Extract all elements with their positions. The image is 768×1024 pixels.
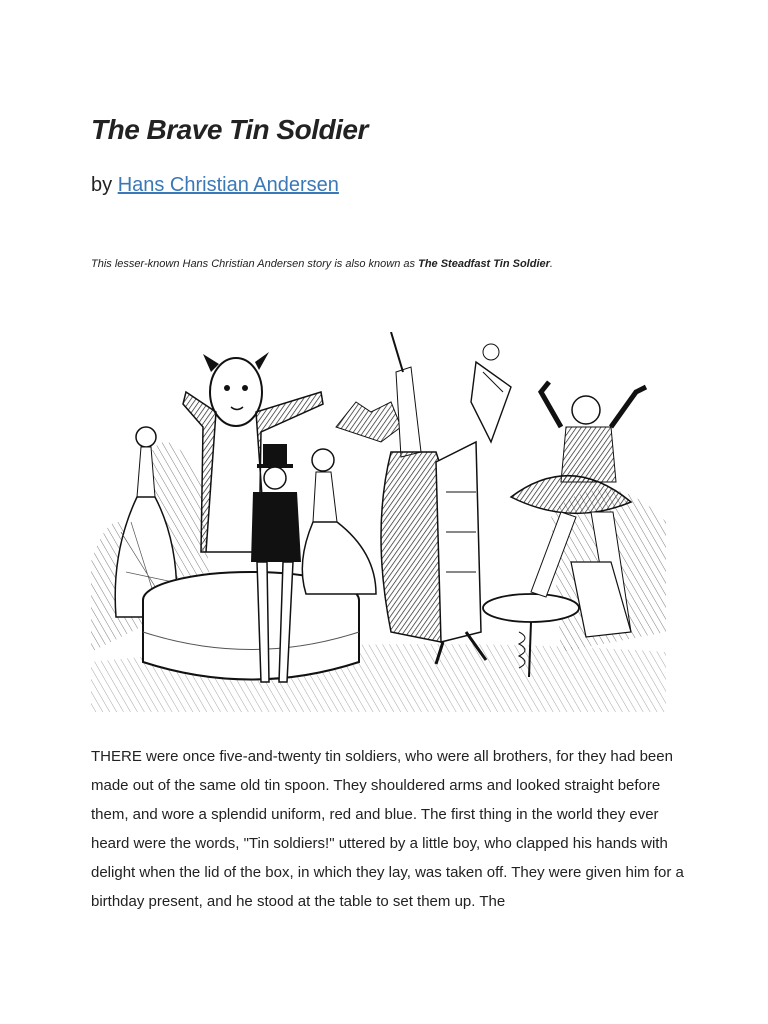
- story-illustration: [91, 332, 671, 712]
- ballerina-middle: [302, 449, 376, 594]
- byline-prefix: by: [91, 174, 113, 196]
- byline: [91, 174, 339, 197]
- author-link[interactable]: Hans Christian Andersen: [117, 174, 339, 196]
- intro-text: This lesser-known Hans Christian Andersen story is also known as: [91, 258, 416, 270]
- article-title: The Brave Tin Soldier: [91, 114, 368, 145]
- intro-note: [91, 258, 553, 270]
- alt-title: The Steadfast Tin Soldier: [418, 258, 550, 270]
- flying-dancer: [471, 344, 511, 442]
- tumbling-figure: [381, 442, 486, 664]
- story-text: THERE were once five-and-twenty tin soldiers, who were all brothers, for they had been made out of the same old tin spoon. They shouldered arms and looked straight before them, and wore a splendid uniform, red and blue. The first thing in the world they ever heard were the words, "Tin soldiers!" uttered by a little boy, who clapped his hands with delight when the lid of the box, in which they lay, was taken off. They were given him for a birthday present, and he stood at the table to set them up. The: [91, 748, 684, 910]
- rider-figure: [336, 332, 421, 457]
- illustration-engraving: [91, 332, 671, 712]
- intro-end: .: [549, 258, 553, 270]
